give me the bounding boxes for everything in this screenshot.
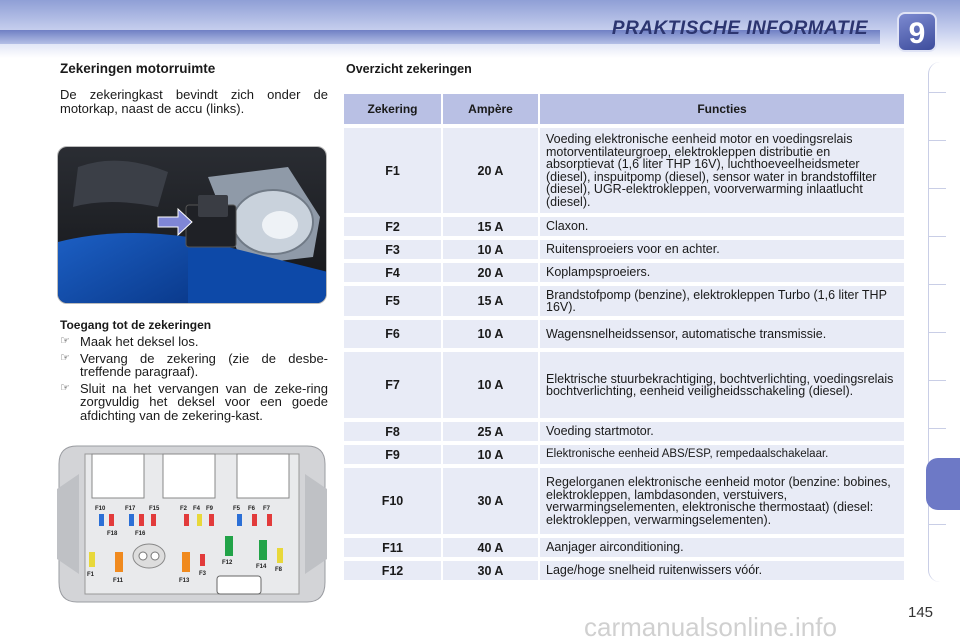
column-header-fuse: Zekering [344, 94, 441, 124]
fuse-label-f12: F12 [222, 560, 233, 566]
table-row: F2 15 A Claxon. [344, 217, 904, 236]
fuse-label-f6: F6 [248, 506, 256, 512]
fuse-label-f14: F14 [256, 564, 267, 570]
table-row: F7 10 A Elektrische stuurbekrachtiging, bochtverlichting, voedingsrelais bochtverlichting, eenheid veiligheidsschakeling (diesel). [344, 352, 904, 418]
pointing-hand-icon: ☞ [60, 351, 70, 364]
fuse-label-f3: F3 [199, 571, 207, 577]
fuse-label-f16: F16 [135, 531, 146, 537]
fuse-label-f8: F8 [275, 567, 283, 573]
chapter-badge: 9 [897, 12, 937, 52]
fuse-label-f2: F2 [180, 506, 188, 512]
tab-divider [928, 92, 946, 93]
table-row: F3 10 A Ruitensproeiers voor en achter. [344, 240, 904, 259]
section-title: PRAKTISCHE INFORMATIE [611, 18, 868, 39]
table-row: F5 15 A Brandstofpomp (benzine), elektrokleppen Turbo (1,6 liter THP 16V). [344, 286, 904, 316]
tab-divider [928, 140, 946, 141]
column-header-ampere: Ampère [441, 94, 538, 124]
fuse-label-f5: F5 [233, 506, 241, 512]
fuse-label-f13: F13 [179, 578, 190, 584]
fuse-label-f1: F1 [87, 572, 95, 578]
tab-divider [928, 428, 946, 429]
engine-bay-photo [57, 146, 327, 304]
table-row: F12 30 A Lage/hoge snelheid ruitenwissers vóór. [344, 561, 904, 580]
overview-heading: Overzicht zekeringen [346, 62, 472, 76]
tab-divider [928, 524, 946, 525]
fuse-label-f9: F9 [206, 506, 214, 512]
chapter-tab-9[interactable] [926, 458, 960, 510]
tab-divider [928, 380, 946, 381]
table-row: F6 10 A Wagensnelheidssensor, automatische transmissie. [344, 320, 904, 348]
fuse-label-f17: F17 [125, 506, 136, 512]
tab-divider [928, 188, 946, 189]
table-row: F1 20 A Voeding elektronische eenheid motor en voedingsrelais motorventilateurgroep, elektrokleppen distributie en absorptievat (1,6 liter THP 16V), luchthoeveelheidsmeter (diesel), inspuitpomp (diesel), sensor water in brandstoffilter (diesel), UGR-elektrokleppen, voorverwarming inlaatlucht (diesel). [344, 128, 904, 213]
fuse-label-f18: F18 [107, 531, 118, 537]
column-header-functions: Functies [538, 94, 904, 124]
table-row: F8 25 A Voeding startmotor. [344, 422, 904, 441]
fuse-label-f15: F15 [149, 506, 160, 512]
list-item: ☞ Vervang de zekering (zie de desbe-treffende paragraaf). [60, 350, 328, 379]
pointing-hand-icon: ☞ [60, 335, 70, 347]
table-row: F11 40 A Aanjager airconditioning. [344, 538, 904, 557]
watermark: carmanualsonline.info [584, 612, 837, 642]
table-row: F4 20 A Koplampsproeiers. [344, 263, 904, 282]
access-steps [60, 335, 328, 425]
intro-text: De zekeringkast bevindt zich onder de motorkap, naast de accu (links). [60, 87, 328, 116]
tab-divider [928, 236, 946, 237]
table-header-row [344, 94, 904, 124]
fusebox-diagram [57, 444, 327, 604]
page-number: 145 [908, 604, 934, 621]
fuse-label-f4: F4 [193, 506, 201, 512]
fuse-label-f10: F10 [95, 506, 106, 512]
header-band [0, 0, 960, 58]
access-heading: Toegang tot de zekeringen [60, 318, 212, 332]
left-heading: Zekeringen motorruimte [60, 61, 216, 76]
table-row: F9 10 A Elektronische eenheid ABS/ESP, rempedaalschakelaar. [344, 445, 904, 464]
fuse-label-f11: F11 [113, 578, 124, 584]
list-item: ☞ Maak het deksel los. [60, 334, 199, 349]
tab-divider [928, 284, 946, 285]
table-row: F10 30 A Regelorganen elektronische eenheid motor (benzine: bobines, elektrokleppen, lambdasonden, verstuivers, verwarmingselementen, elektronische thermostaat) (diesel: elektrokleppen, verwarmingselementen). [344, 468, 904, 534]
fuse-table [344, 90, 904, 584]
fuse-label-f7: F7 [263, 506, 271, 512]
tab-divider [928, 332, 946, 333]
list-item: ☞ Sluit na het vervangen van de zeke-ring zorgvuldig het deksel voor een goede afdichting van de zekering-kast. [60, 380, 328, 423]
pointing-hand-icon: ☞ [60, 381, 70, 394]
